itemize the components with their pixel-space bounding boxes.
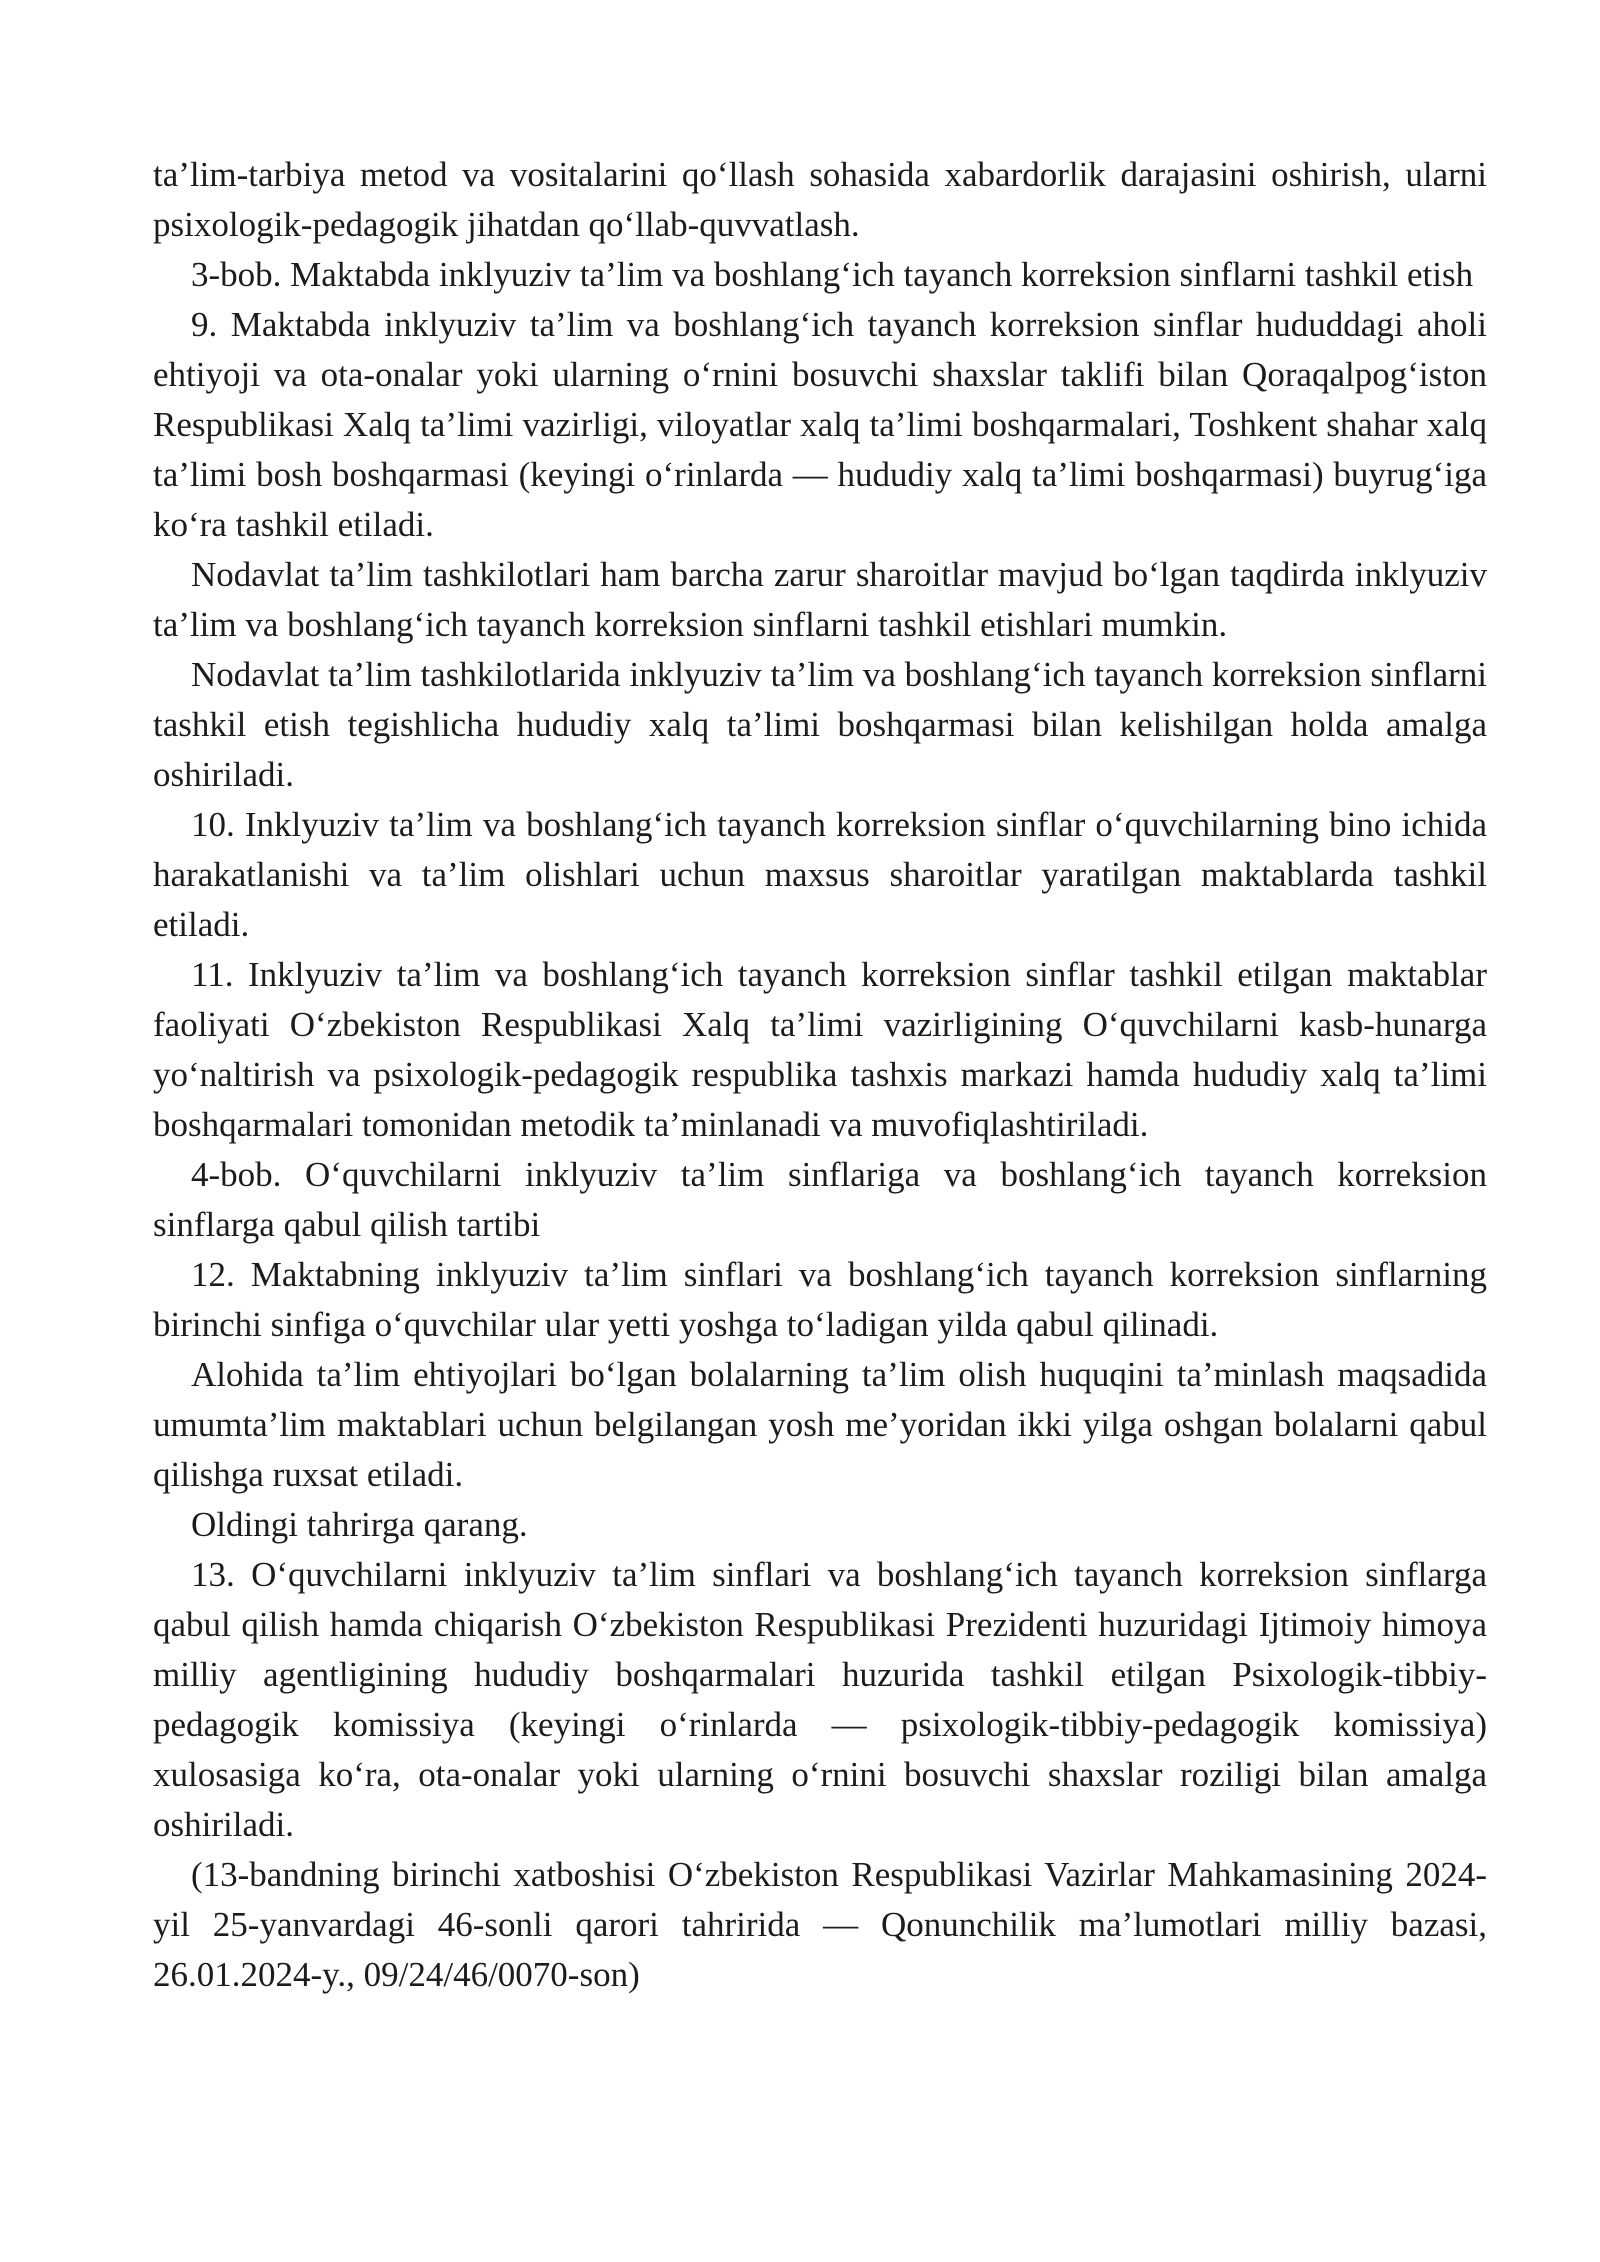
clause-9: 9. Maktabda inklyuziv ta’lim va boshlang‘ich tayanch korreksion sinflar hududdagi aholi ehtiyoji va ota-onalar yoki ularning o‘rnini bosuvchi shaxslar taklifi bilan Qoraqalpog‘iston Respublikasi Xalq ta’limi vazirligi, viloyatlar xalq ta’limi boshqarmalari, Toshkent shahar xalq ta’limi bosh boshqarmasi (keyingi o‘rinlarda — hududiy xalq ta’limi boshqarmasi) buyrug‘iga ko‘ra tashkil etiladi.	[153, 305, 1487, 544]
clause-11: 11. Inklyuziv ta’lim va boshlang‘ich tayanch korreksion sinflar tashkil etilgan maktablar faoliyati O‘zbekiston Respublikasi Xalq ta’limi vazirligining O‘quvchilarni kasb-hunarga yo‘naltirish va psixologik-pedagogik respublika tashxis markazi hamda hududiy xalq ta’limi boshqarmalari tomonidan metodik ta’minlanadi va muvofiqlashtiriladi.	[153, 955, 1487, 1144]
clause-10: 10. Inklyuziv ta’lim va boshlang‘ich tayanch korreksion sinflar o‘quvchilarning bino ichida harakatlanishi va ta’lim olishlari uchun maxsus sharoitlar yaratilgan maktablarda tashkil etiladi.	[153, 805, 1487, 944]
clause-9-paragraph-3: Nodavlat ta’lim tashkilotlarida inklyuziv ta’lim va boshlang‘ich tayanch korreksion sinflarni tashkil etish tegishlicha hududiy xalq ta’limi boshqarmasi bilan kelishilgan holda amalga oshiriladi.	[153, 655, 1487, 794]
chapter-3-heading: 3-bob. Maktabda inklyuziv ta’lim va boshlang‘ich tayanch korreksion sinflarni tashkil etish	[191, 255, 1474, 294]
clause-9-paragraph-2: Nodavlat ta’lim tashkilotlari ham barcha zarur sharoitlar mavjud bo‘lgan taqdirda inklyuziv ta’lim va boshlang‘ich tayanch korreksion sinflarni tashkil etishlari mumkin.	[153, 555, 1487, 644]
paragraph-continuation: ta’lim-tarbiya metod va vositalarini qo‘llash sohasida xabardorlik darajasini oshirish, ularni psixologik-pedagogik jihatdan qo‘llab-quvvatlash.	[153, 155, 1487, 244]
document-page	[153, 150, 1487, 2000]
clause-12-paragraph-2: Alohida ta’lim ehtiyojlari bo‘lgan bolalarning ta’lim olish huquqini ta’minlash maqsadida umumta’lim maktablari uchun belgilangan yosh me’yoridan ikki yilga oshgan bolalarni qabul qilishga ruxsat etiladi.	[153, 1355, 1487, 1494]
clause-12: 12. Maktabning inklyuziv ta’lim sinflari va boshlang‘ich tayanch korreksion sinflarning birinchi sinfiga o‘quvchilar ular yetti yoshga to‘ladigan yilda qabul qilinadi.	[153, 1255, 1487, 1344]
clause-13: 13. O‘quvchilarni inklyuziv ta’lim sinflari va boshlang‘ich tayanch korreksion sinflarga qabul qilish hamda chiqarish O‘zbekiston Respublikasi Prezidenti huzuridagi Ijtimoiy himoya milliy agentligining hududiy boshqarmalari huzurida tashkil etilgan Psixologik-tibbiy-pedagogik komissiya (keyingi o‘rinlarda — psixologik-tibbiy-pedagogik komissiya) xulosasiga ko‘ra, ota-onalar yoki ularning o‘rnini bosuvchi shaxslar roziligi bilan amalga oshiriladi.	[153, 1555, 1487, 1844]
clause-13-editorial-note: (13-bandning birinchi xatboshisi O‘zbekiston Respublikasi Vazirlar Mahkamasining 2024-yil 25-yanvardagi 46-sonli qarori tahririda — Qonunchilik ma’lumotlari milliy bazasi, 26.01.2024-y., 09/24/46/0070-son)	[153, 1855, 1487, 1994]
chapter-4-heading: 4-bob. O‘quvchilarni inklyuziv ta’lim sinflariga va boshlang‘ich tayanch korreksion sinflarga qabul qilish tartibi	[153, 1155, 1487, 1244]
previous-edition-link[interactable]: Oldingi tahrirga qarang.	[191, 1505, 528, 1544]
